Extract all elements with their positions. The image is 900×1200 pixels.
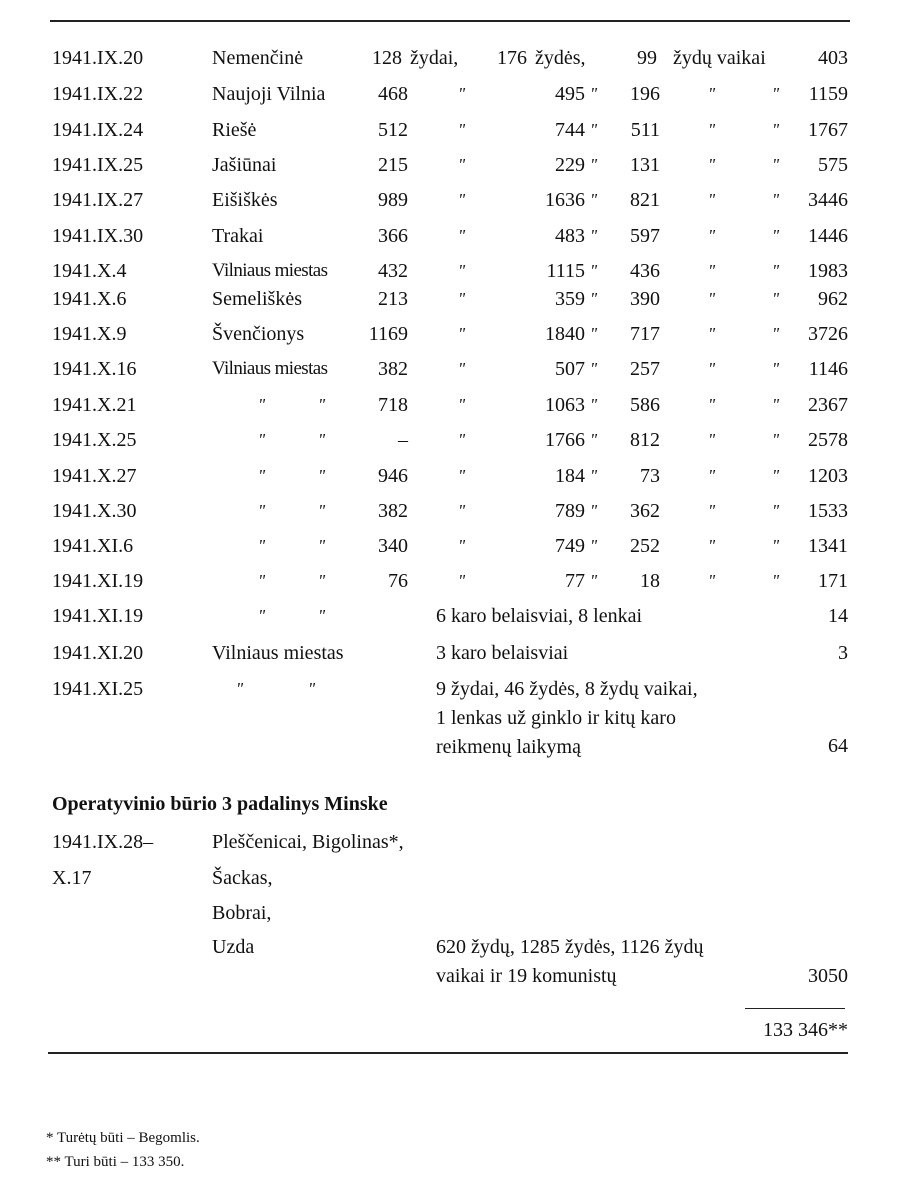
- row-men-unit: žydai,: [410, 47, 459, 69]
- unit-ditto-mark: ": [772, 190, 780, 209]
- row-children-unit: žydų vaikai: [673, 47, 766, 69]
- unit-ditto-mark: ": [458, 536, 466, 555]
- row-place: Nemenčinė: [212, 47, 304, 69]
- unit-ditto-mark: ": [458, 571, 466, 590]
- place-ditto-mark: ": [258, 395, 266, 414]
- row-total: 1203: [808, 465, 848, 487]
- row-children: 586: [630, 394, 660, 416]
- row-place: Semeliškės: [212, 288, 302, 310]
- row-men: 213: [378, 288, 408, 310]
- unit-ditto-mark: ": [772, 84, 780, 103]
- row-children: 99: [637, 47, 657, 69]
- row-place: Švenčionys: [212, 323, 305, 345]
- row-men: 382: [378, 358, 408, 380]
- row-total: 1983: [808, 260, 848, 282]
- minsk-description-line: 620 žydų, 1285 žydės, 1126 žydų: [436, 936, 704, 958]
- row-total: 1159: [808, 83, 848, 105]
- unit-ditto-mark: ": [708, 466, 716, 485]
- row-men: 946: [378, 465, 408, 487]
- unit-ditto-mark: ": [708, 430, 716, 449]
- row-men: 468: [378, 83, 408, 105]
- unit-ditto-mark: ": [458, 120, 466, 139]
- row-men: 512: [378, 119, 408, 141]
- unit-ditto-mark: ": [772, 155, 780, 174]
- unit-ditto-mark: ": [772, 359, 780, 378]
- row-women: 176: [497, 47, 527, 69]
- row-men: 718: [378, 394, 408, 416]
- unit-ditto-mark: ": [590, 395, 598, 414]
- place-ditto-mark: ": [318, 501, 326, 520]
- unit-ditto-mark: ": [458, 395, 466, 414]
- unit-ditto-mark: ": [772, 536, 780, 555]
- row-women: 1636: [545, 189, 585, 211]
- row-description: 3 karo belaisviai: [436, 642, 569, 664]
- row-total: 1767: [808, 119, 848, 141]
- row-women: 359: [555, 288, 585, 310]
- row-description-line: 9 žydai, 46 žydės, 8 žydų vaikai,: [436, 678, 698, 700]
- row-women: 483: [555, 225, 585, 247]
- unit-ditto-mark: ": [590, 261, 598, 280]
- row-date: 1941.X.16: [52, 358, 137, 380]
- unit-ditto-mark: ": [458, 430, 466, 449]
- top-rule: [50, 20, 850, 22]
- place-ditto-mark: ": [318, 430, 326, 449]
- row-women: 507: [555, 358, 585, 380]
- row-place: Vilniaus miestas: [212, 642, 344, 664]
- row-total: 2367: [808, 394, 848, 416]
- place-ditto-mark: ": [236, 679, 244, 698]
- row-men: 128: [372, 47, 402, 69]
- unit-ditto-mark: ": [458, 261, 466, 280]
- unit-ditto-mark: ": [708, 261, 716, 280]
- row-total: 403: [818, 47, 848, 69]
- place-ditto-mark: ": [258, 606, 266, 625]
- row-children: 390: [630, 288, 660, 310]
- unit-ditto-mark: ": [708, 536, 716, 555]
- row-women: 1766: [545, 429, 585, 451]
- unit-ditto-mark: ": [590, 190, 598, 209]
- sum-rule: [745, 1008, 845, 1009]
- place-ditto-mark: ": [258, 466, 266, 485]
- place-ditto-mark: ": [258, 430, 266, 449]
- row-children: 511: [630, 119, 660, 141]
- place-ditto-mark: ": [318, 606, 326, 625]
- row-men: 340: [378, 535, 408, 557]
- row-date: 1941.IX.20: [52, 47, 144, 69]
- minsk-date: 1941.IX.28–: [52, 831, 154, 853]
- row-total: 64: [828, 735, 848, 757]
- row-women: 184: [555, 465, 585, 487]
- row-date: 1941.XI.6: [52, 535, 134, 557]
- unit-ditto-mark: ": [772, 430, 780, 449]
- footnote-1: * Turėtų būti – Begomlis.: [46, 1130, 200, 1146]
- place-ditto-mark: ": [258, 571, 266, 590]
- bottom-rule: [48, 1052, 848, 1054]
- unit-ditto-mark: ": [458, 359, 466, 378]
- row-date: 1941.XI.20: [52, 642, 144, 664]
- row-women: 1115: [546, 260, 585, 282]
- unit-ditto-mark: ": [590, 289, 598, 308]
- row-total: 575: [818, 154, 848, 176]
- row-women: 229: [555, 154, 585, 176]
- unit-ditto-mark: ": [590, 466, 598, 485]
- unit-ditto-mark: ": [458, 84, 466, 103]
- row-description: 6 karo belaisviai, 8 lenkai: [436, 605, 643, 627]
- row-women: 744: [555, 119, 585, 141]
- row-date: 1941.IX.24: [52, 119, 144, 141]
- row-women: 77: [565, 570, 585, 592]
- row-children: 131: [630, 154, 660, 176]
- unit-ditto-mark: ": [590, 536, 598, 555]
- row-total: 14: [828, 605, 848, 627]
- unit-ditto-mark: ": [458, 226, 466, 245]
- unit-ditto-mark: ": [590, 324, 598, 343]
- row-men: –: [398, 429, 408, 451]
- unit-ditto-mark: ": [590, 430, 598, 449]
- row-men: 382: [378, 500, 408, 522]
- minsk-place: Bobrai,: [212, 902, 272, 924]
- row-total: 1533: [808, 500, 848, 522]
- unit-ditto-mark: ": [458, 190, 466, 209]
- row-children: 196: [630, 83, 660, 105]
- unit-ditto-mark: ": [772, 466, 780, 485]
- row-description-line: 1 lenkas už ginklo ir kitų karo: [436, 707, 676, 729]
- row-men: 366: [378, 225, 408, 247]
- row-total: 3726: [808, 323, 848, 345]
- row-total: 3446: [808, 189, 848, 211]
- row-children: 812: [630, 429, 660, 451]
- row-date: 1941.X.6: [52, 288, 127, 310]
- unit-ditto-mark: ": [708, 120, 716, 139]
- row-children: 73: [640, 465, 660, 487]
- row-place: Eišiškės: [212, 189, 278, 211]
- row-children: 252: [630, 535, 660, 557]
- row-children: 597: [630, 225, 660, 247]
- row-women: 789: [555, 500, 585, 522]
- minsk-place: Uzda: [212, 936, 255, 958]
- row-total: 1446: [808, 225, 848, 247]
- row-date: 1941.X.25: [52, 429, 137, 451]
- place-ditto-mark: ": [318, 395, 326, 414]
- row-children: 362: [630, 500, 660, 522]
- unit-ditto-mark: ": [458, 501, 466, 520]
- row-date: 1941.X.21: [52, 394, 137, 416]
- row-date: 1941.IX.27: [52, 189, 144, 211]
- row-place: Vilniaus miestas: [212, 260, 328, 281]
- unit-ditto-mark: ": [708, 84, 716, 103]
- row-description-line: reikmenų laikymą: [436, 736, 581, 758]
- unit-ditto-mark: ": [708, 155, 716, 174]
- row-women-unit: žydės,: [535, 47, 586, 69]
- row-date: 1941.XI.25: [52, 678, 144, 700]
- row-place: Vilniaus miestas: [212, 358, 328, 379]
- place-ditto-mark: ": [258, 501, 266, 520]
- row-men: 432: [378, 260, 408, 282]
- unit-ditto-mark: ": [772, 571, 780, 590]
- row-children: 717: [630, 323, 660, 345]
- unit-ditto-mark: ": [590, 226, 598, 245]
- minsk-place: Šackas,: [212, 867, 273, 889]
- row-total: 171: [818, 570, 848, 592]
- unit-ditto-mark: ": [708, 501, 716, 520]
- unit-ditto-mark: ": [590, 120, 598, 139]
- unit-ditto-mark: ": [708, 395, 716, 414]
- minsk-total: 3050: [808, 965, 848, 987]
- unit-ditto-mark: ": [772, 395, 780, 414]
- unit-ditto-mark: ": [772, 289, 780, 308]
- unit-ditto-mark: ": [772, 324, 780, 343]
- row-place: Riešė: [212, 119, 257, 141]
- row-date: 1941.XI.19: [52, 570, 144, 592]
- row-children: 18: [640, 570, 660, 592]
- unit-ditto-mark: ": [772, 120, 780, 139]
- row-total: 3: [838, 642, 848, 664]
- unit-ditto-mark: ": [458, 466, 466, 485]
- unit-ditto-mark: ": [458, 324, 466, 343]
- row-total: 2578: [808, 429, 848, 451]
- row-date: 1941.IX.30: [52, 225, 144, 247]
- unit-ditto-mark: ": [458, 155, 466, 174]
- unit-ditto-mark: ": [708, 190, 716, 209]
- row-place: Trakai: [212, 225, 264, 247]
- row-date: 1941.X.27: [52, 465, 137, 487]
- unit-ditto-mark: ": [772, 501, 780, 520]
- row-women: 495: [555, 83, 585, 105]
- row-women: 749: [555, 535, 585, 557]
- section-title: Operatyvinio būrio 3 padalinys Minske: [52, 793, 388, 815]
- minsk-place: Pleščenicai, Bigolinas*,: [212, 831, 404, 853]
- unit-ditto-mark: ": [708, 226, 716, 245]
- minsk-date: X.17: [52, 867, 92, 889]
- unit-ditto-mark: ": [590, 155, 598, 174]
- row-men: 76: [388, 570, 408, 592]
- row-place: Naujoji Vilnia: [212, 83, 326, 105]
- unit-ditto-mark: ": [708, 289, 716, 308]
- unit-ditto-mark: ": [590, 571, 598, 590]
- place-ditto-mark: ": [318, 466, 326, 485]
- row-date: 1941.IX.22: [52, 83, 144, 105]
- unit-ditto-mark: ": [590, 84, 598, 103]
- row-children: 821: [630, 189, 660, 211]
- place-ditto-mark: ": [308, 679, 316, 698]
- row-men: 1169: [368, 323, 408, 345]
- row-women: 1840: [545, 323, 585, 345]
- row-total: 1146: [808, 358, 848, 380]
- grand-total: 133 346**: [763, 1019, 848, 1041]
- row-children: 257: [630, 358, 660, 380]
- row-date: 1941.IX.25: [52, 154, 144, 176]
- row-total: 1341: [808, 535, 848, 557]
- unit-ditto-mark: ": [708, 571, 716, 590]
- row-women: 1063: [545, 394, 585, 416]
- unit-ditto-mark: ": [772, 261, 780, 280]
- row-men: 989: [378, 189, 408, 211]
- place-ditto-mark: ": [258, 536, 266, 555]
- footnote-2: ** Turi būti – 133 350.: [46, 1154, 185, 1170]
- unit-ditto-mark: ": [708, 324, 716, 343]
- unit-ditto-mark: ": [590, 359, 598, 378]
- row-date: 1941.X.4: [52, 260, 127, 282]
- row-place: Jašiūnai: [212, 154, 277, 176]
- row-children: 436: [630, 260, 660, 282]
- minsk-description-line: vaikai ir 19 komunistų: [436, 965, 617, 987]
- unit-ditto-mark: ": [590, 501, 598, 520]
- unit-ditto-mark: ": [708, 359, 716, 378]
- row-date: 1941.X.9: [52, 323, 127, 345]
- row-total: 962: [818, 288, 848, 310]
- place-ditto-mark: ": [318, 536, 326, 555]
- unit-ditto-mark: ": [772, 226, 780, 245]
- place-ditto-mark: ": [318, 571, 326, 590]
- row-date: 1941.XI.19: [52, 605, 144, 627]
- row-date: 1941.X.30: [52, 500, 137, 522]
- row-men: 215: [378, 154, 408, 176]
- unit-ditto-mark: ": [458, 289, 466, 308]
